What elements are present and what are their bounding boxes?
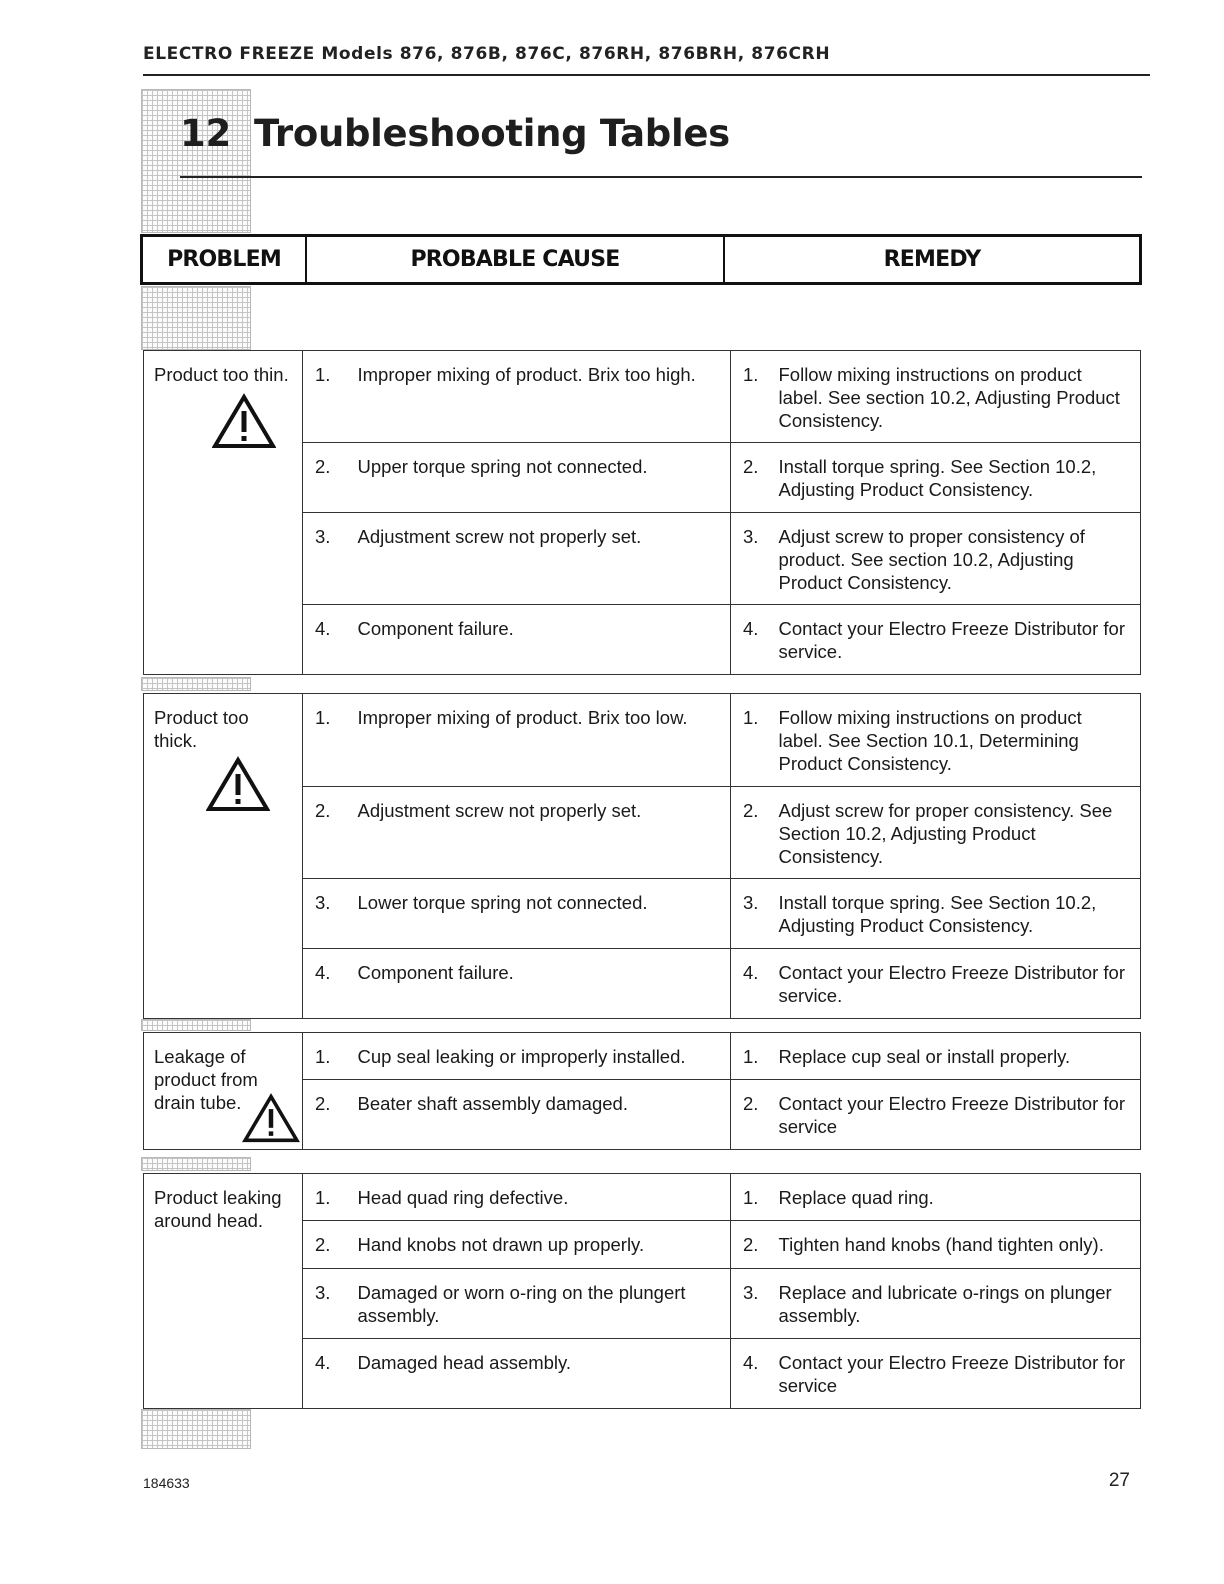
grid-strip-bottom bbox=[141, 1409, 251, 1449]
table-row bbox=[144, 1174, 1141, 1221]
remedy-text: Contact your Electro Freeze Distributor for service. bbox=[769, 605, 1141, 675]
problem-label: Leakage of product from drain tube. bbox=[154, 1046, 258, 1113]
warning-triangle-icon bbox=[206, 756, 270, 812]
document-number: 184633 bbox=[143, 1475, 190, 1491]
page-number: 27 bbox=[1108, 1470, 1130, 1491]
problem-label: Product too thick. bbox=[154, 707, 249, 751]
section-number: 12 bbox=[180, 112, 231, 155]
cause-text: Damaged head assembly. bbox=[348, 1339, 731, 1409]
remedy-text: Install torque spring. See Section 10.2, Adjusting Product Consistency. bbox=[769, 879, 1141, 949]
grid-strip-title bbox=[141, 89, 251, 233]
problem-cell bbox=[144, 351, 303, 675]
table-row bbox=[144, 351, 1141, 443]
grid-strip-divider-3 bbox=[141, 1157, 251, 1171]
problem-cell bbox=[144, 1174, 303, 1409]
warning-triangle-icon bbox=[212, 393, 276, 449]
cause-text: Head quad ring defective. bbox=[348, 1174, 731, 1221]
column-header-problem: PROBLEM bbox=[143, 237, 307, 282]
cause-text: Lower torque spring not connected. bbox=[348, 879, 731, 949]
cause-number: 2. bbox=[303, 1080, 348, 1150]
problem-label: Product too thin. bbox=[154, 364, 289, 385]
running-header: ELECTRO FREEZE Models 876, 876B, 876C, 876RH, 876BRH, 876CRH bbox=[143, 44, 831, 64]
remedy-text: Replace cup seal or install properly. bbox=[769, 1033, 1141, 1080]
remedy-number: 2. bbox=[731, 1080, 769, 1150]
remedy-text: Follow mixing instructions on product label. See Section 10.1, Determining Product Consistency. bbox=[769, 694, 1141, 787]
column-header-remedy: REMEDY bbox=[883, 247, 981, 272]
cause-text: Adjustment screw not properly set. bbox=[348, 513, 731, 605]
cause-number: 1. bbox=[303, 351, 348, 443]
cause-number: 1. bbox=[303, 1174, 348, 1221]
cause-text: Upper torque spring not connected. bbox=[348, 443, 731, 513]
remedy-text: Contact your Electro Freeze Distributor for service. bbox=[769, 949, 1141, 1019]
table-row bbox=[144, 1033, 1141, 1080]
cause-number: 3. bbox=[303, 513, 348, 605]
cause-number: 4. bbox=[303, 949, 348, 1019]
remedy-text: Install torque spring. See Section 10.2, Adjusting Product Consistency. bbox=[769, 443, 1141, 513]
remedy-number: 3. bbox=[731, 879, 769, 949]
cause-number: 2. bbox=[303, 1221, 348, 1269]
cause-number: 3. bbox=[303, 879, 348, 949]
cause-number: 2. bbox=[303, 443, 348, 513]
cause-text: Hand knobs not drawn up properly. bbox=[348, 1221, 731, 1269]
troubleshooting-table-2 bbox=[143, 693, 1141, 1019]
column-header-bar bbox=[140, 234, 1142, 285]
cause-number: 4. bbox=[303, 1339, 348, 1409]
troubleshooting-table-4 bbox=[143, 1173, 1141, 1409]
remedy-number: 3. bbox=[731, 513, 769, 605]
problem-label: Product leaking around head. bbox=[154, 1187, 282, 1231]
cause-text: Component failure. bbox=[348, 949, 731, 1019]
remedy-number: 1. bbox=[731, 694, 769, 787]
remedy-text: Contact your Electro Freeze Distributor for service bbox=[769, 1080, 1141, 1150]
title-rule bbox=[180, 176, 1142, 178]
remedy-number: 1. bbox=[731, 1174, 769, 1221]
cause-number: 1. bbox=[303, 1033, 348, 1080]
remedy-number: 4. bbox=[731, 949, 769, 1019]
remedy-number: 2. bbox=[731, 443, 769, 513]
remedy-number: 3. bbox=[731, 1269, 769, 1339]
grid-strip-under-header bbox=[141, 286, 251, 350]
remedy-number: 1. bbox=[731, 1033, 769, 1080]
remedy-number: 2. bbox=[731, 1221, 769, 1269]
problem-cell bbox=[144, 694, 303, 1019]
cause-number: 3. bbox=[303, 1269, 348, 1339]
section-title bbox=[180, 112, 730, 155]
cause-text: Improper mixing of product. Brix too low. bbox=[348, 694, 731, 787]
warning-triangle-icon bbox=[242, 1093, 300, 1143]
remedy-text: Follow mixing instructions on product label. See section 10.2, Adjusting Product Consistency. bbox=[769, 351, 1141, 443]
remedy-text: Tighten hand knobs (hand tighten only). bbox=[769, 1221, 1141, 1269]
table-row bbox=[144, 694, 1141, 787]
cause-text: Component failure. bbox=[348, 605, 731, 675]
cause-text: Cup seal leaking or improperly installed. bbox=[348, 1033, 731, 1080]
remedy-text: Replace quad ring. bbox=[769, 1174, 1141, 1221]
remedy-number: 4. bbox=[731, 1339, 769, 1409]
problem-cell bbox=[144, 1033, 303, 1150]
column-header-cause: PROBABLE CAUSE bbox=[307, 237, 725, 282]
cause-number: 1. bbox=[303, 694, 348, 787]
remedy-text: Adjust screw for proper consistency. See Section 10.2, Adjusting Product Consistency. bbox=[769, 787, 1141, 879]
cause-text: Damaged or worn o-ring on the plungert assembly. bbox=[348, 1269, 731, 1339]
remedy-text: Adjust screw to proper consistency of product. See section 10.2, Adjusting Product Consistency. bbox=[769, 513, 1141, 605]
remedy-text: Contact your Electro Freeze Distributor for service bbox=[769, 1339, 1141, 1409]
cause-number: 4. bbox=[303, 605, 348, 675]
remedy-number: 2. bbox=[731, 787, 769, 879]
header-rule bbox=[143, 74, 1150, 76]
cause-text: Adjustment screw not properly set. bbox=[348, 787, 731, 879]
cause-text: Beater shaft assembly damaged. bbox=[348, 1080, 731, 1150]
troubleshooting-table-3 bbox=[143, 1032, 1141, 1150]
troubleshooting-table-1 bbox=[143, 350, 1141, 675]
section-title-text: Troubleshooting Tables bbox=[254, 112, 730, 155]
cause-number: 2. bbox=[303, 787, 348, 879]
remedy-number: 4. bbox=[731, 605, 769, 675]
grid-strip-divider-1 bbox=[141, 677, 251, 691]
remedy-number: 1. bbox=[731, 351, 769, 443]
cause-text: Improper mixing of product. Brix too high. bbox=[348, 351, 731, 443]
grid-strip-divider-2 bbox=[141, 1019, 251, 1031]
remedy-text: Replace and lubricate o-rings on plunger assembly. bbox=[769, 1269, 1141, 1339]
